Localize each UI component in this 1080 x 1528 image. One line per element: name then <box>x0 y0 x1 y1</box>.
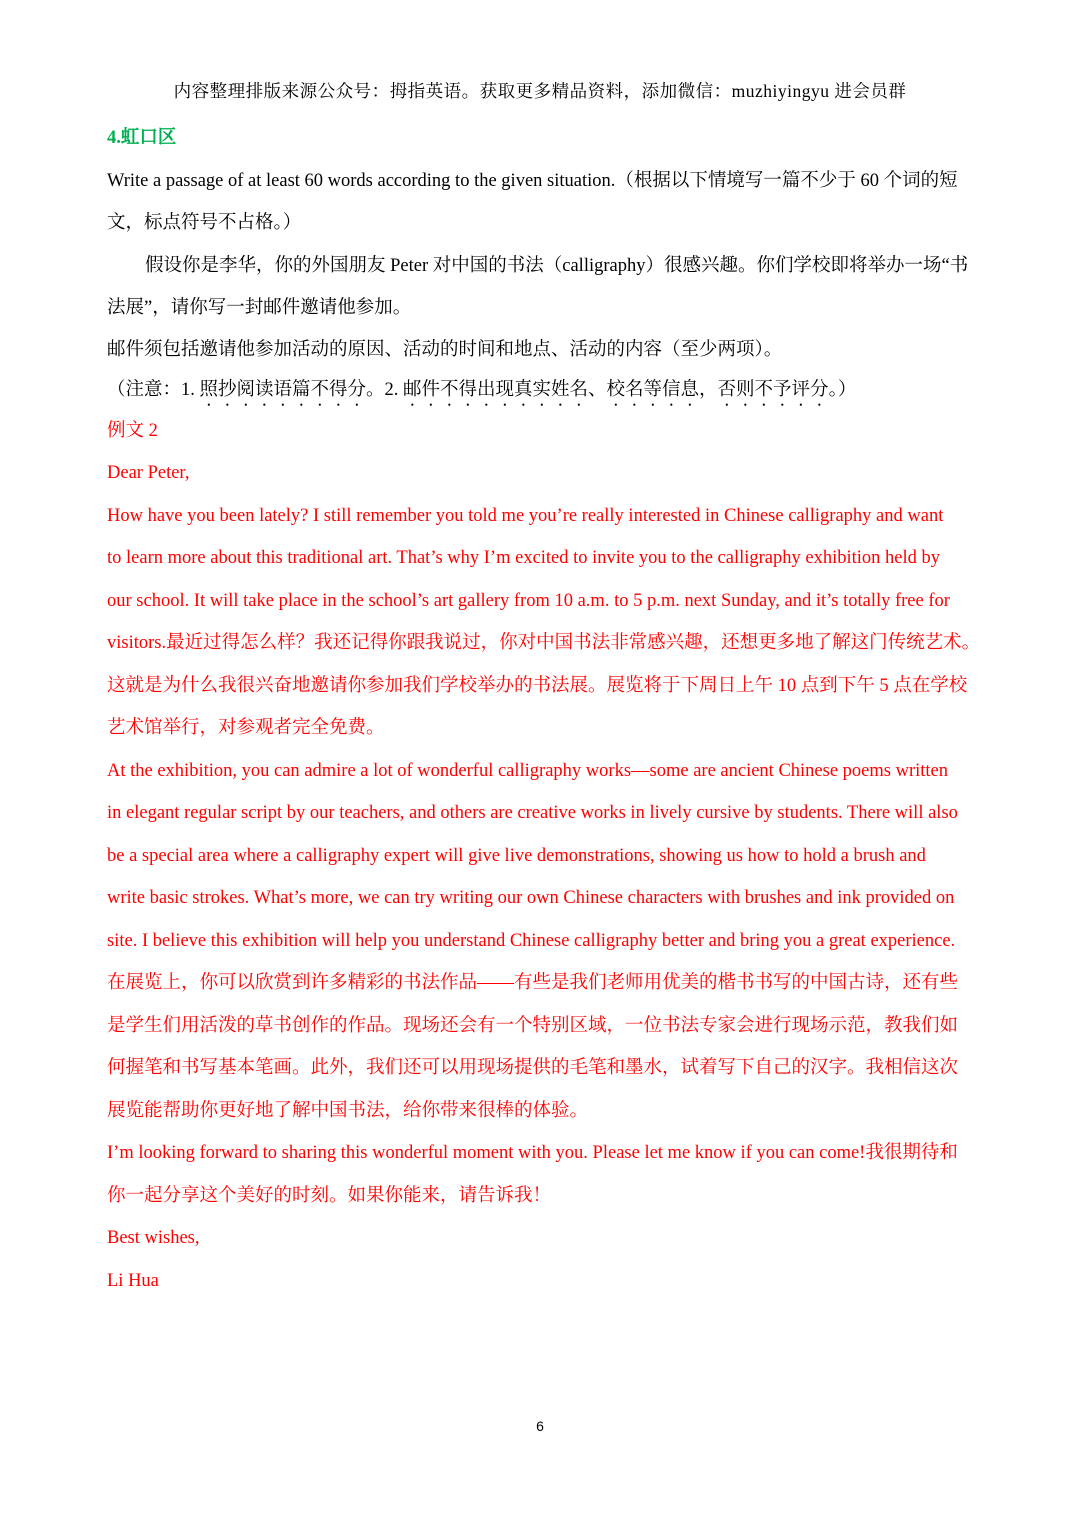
note-line <box>107 370 987 410</box>
paragraph-2-line: site. I believe this exhibition will help you understand Chinese calligraphy better and bring you a great experience. <box>107 930 956 951</box>
note-mid: 。2. <box>366 379 404 400</box>
note-item-2: 邮件不得出现真实姓名、校名等信息，否则不予评分 <box>403 379 829 400</box>
section-title: 4.虹口区 <box>107 128 177 148</box>
paragraph-1-line: How have you been lately? I still remember you told me you’re really interested in Chinese calligraphy and want <box>107 505 944 526</box>
paragraph-1-line: to learn more about this traditional art. That’s why I’m excited to invite you to the calligraphy exhibition held by <box>107 548 940 568</box>
page-header: 内容整理排版来源公众号：拇指英语。获取更多精品资料，添加微信：muzhiyingyu 进会员群 <box>173 81 907 101</box>
letter-signature: Li Hua <box>107 1270 159 1291</box>
instruction-line-2: 文，标点符号不占格。） <box>107 213 302 233</box>
note-item-1: 照抄阅读语篇不得分 <box>199 379 367 400</box>
paragraph-2-line: write basic strokes. What’s more, we can try writing our own Chinese characters with brushes and ink provided on <box>107 888 955 908</box>
requirements-line: 邮件须包括邀请他参加活动的原因、活动的时间和地点、活动的内容（至少两项）。 <box>107 339 783 360</box>
instruction-line-1: Write a passage of at least 60 words according to the given situation.（根据以下情境写一篇不少于 60 个词的短 <box>107 170 958 191</box>
paragraph-3-line: 你一起分享这个美好的时刻。如果你能来，请告诉我！ <box>107 1185 552 1206</box>
document-body <box>107 117 987 1302</box>
sample-label: 例文 2 <box>107 420 158 441</box>
page-number: 6 <box>536 1418 544 1434</box>
note-prefix: （注意：1. <box>107 379 200 400</box>
paragraph-1-line: our school. It will take place in the school’s art gallery from 10 a.m. to 5 p.m. next Sunday, and it’s totally free for <box>107 590 950 611</box>
paragraph-2-line: 是学生们用活泼的草书创作的作品。现场还会有一个特别区域，一位书法专家会进行现场示范，教我们如 <box>107 1015 959 1036</box>
paragraph-1-line: 艺术馆举行，对参观者完全免费。 <box>107 718 385 738</box>
paragraph-1-line: visitors.最近过得怎么样？我还记得你跟我说过，你对中国书法非常感兴趣，还想更多地了解这门传统艺术。 <box>107 633 981 653</box>
paragraph-2-line: 展览能帮助你更好地了解中国书法，给你带来很棒的体验。 <box>107 1100 589 1121</box>
situation-line-2: 法展”，请你写一封邮件邀请他参加。 <box>107 298 412 318</box>
paragraph-2-line: At the exhibition, you can admire a lot of wonderful calligraphy works—some are ancient Chinese poems written <box>107 760 949 781</box>
paragraph-2-line: 何握笔和书写基本笔画。此外，我们还可以用现场提供的毛笔和墨水，试着写下自己的汉字。我相信这次 <box>107 1058 959 1078</box>
situation-line-1: 假设你是李华，你的外国朋友 Peter 对中国的书法（calligraphy）很感兴趣。你们学校即将举办一场“书 <box>145 255 969 276</box>
paragraph-1-line: 这就是为什么我很兴奋地邀请你参加我们学校举办的书法展。展览将于下周日上午 10 点到下午 5 点在学校 <box>107 675 968 696</box>
paragraph-2-line: 在展览上，你可以欣赏到许多精彩的书法作品——有些是我们老师用优美的楷书书写的中国古诗，还有些 <box>107 973 959 993</box>
paragraph-3-line: I’m looking forward to sharing this wonderful moment with you. Please let me know if you can come!我很期待和 <box>107 1143 958 1163</box>
letter-greeting: Dear Peter, <box>107 463 190 483</box>
paragraph-2-line: be a special area where a calligraphy expert will give live demonstrations, showing us how to hold a brush and <box>107 845 926 866</box>
letter-closing: Best wishes, <box>107 1228 200 1248</box>
paragraph-2-line: in elegant regular script by our teachers, and others are creative works in lively cursive by students. There will also <box>107 803 958 823</box>
note-suffix: 。） <box>828 379 857 400</box>
